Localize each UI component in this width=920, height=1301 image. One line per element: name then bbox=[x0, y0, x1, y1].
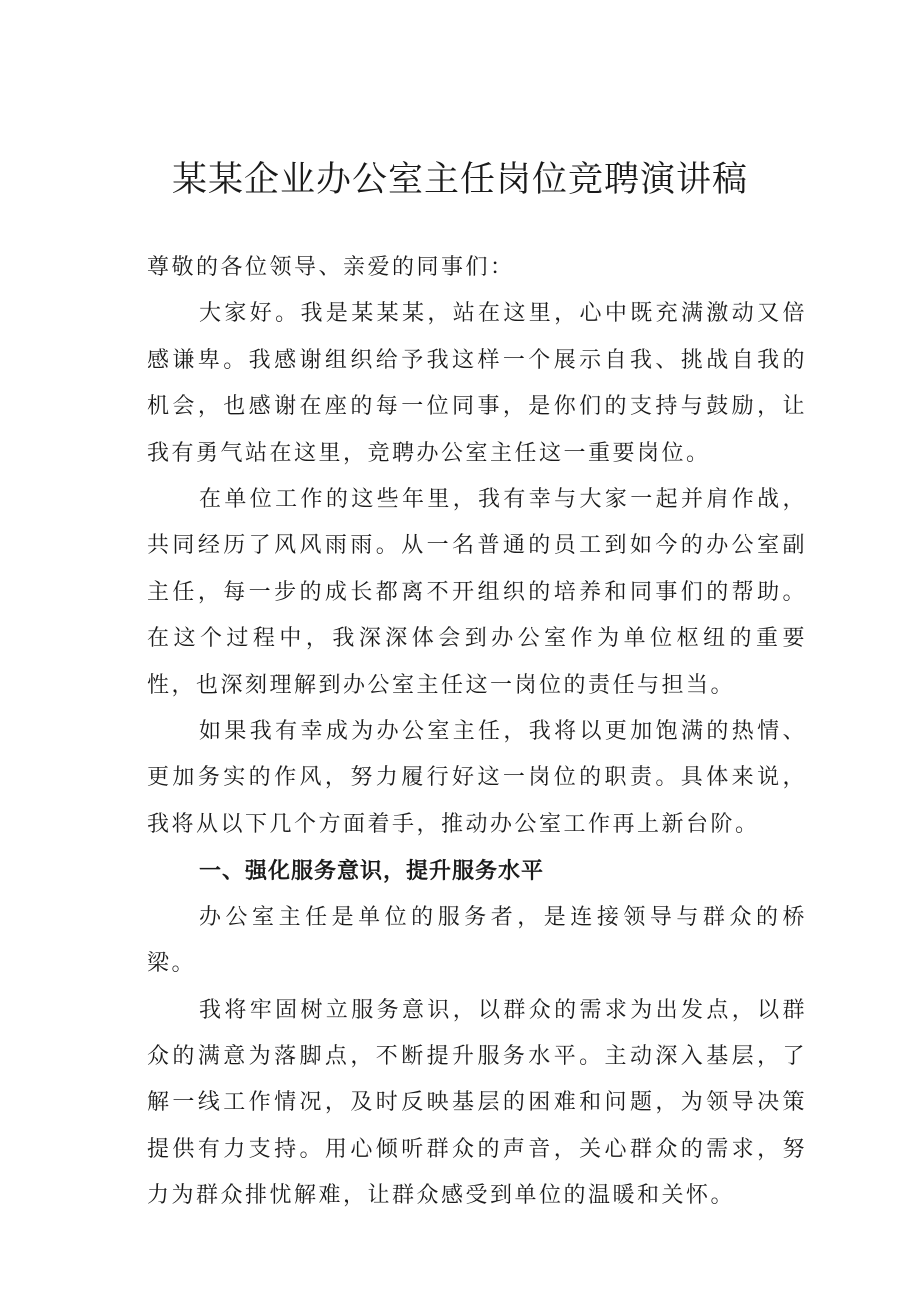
paragraph-commitment: 如果我有幸成为办公室主任，我将以更加饱满的热情、更加务实的作风，努力履行好这一岗位的职责。具体来说，我将从以下几个方面着手，推动办公室工作再上新台阶。 bbox=[147, 719, 807, 837]
document-body bbox=[147, 245, 807, 1220]
paragraph-service-role: 办公室主任是单位的服务者，是连接领导与群众的桥梁。 bbox=[147, 904, 807, 977]
section-heading-service: 一、强化服务意识，提升服务水平 bbox=[199, 858, 545, 884]
paragraph-experience: 在单位工作的这些年里，我有幸与大家一起并肩作战，共同经历了风风雨雨。从一名普通的员工到如今的办公室副主任，每一步的成长都离不开组织的培养和同事们的帮助。在这个过程中，我深深体会到办公室作为单位枢纽的重要性，也深刻理解到办公室主任这一岗位的责任与担当。 bbox=[147, 487, 807, 698]
salutation: 尊敬的各位领导、亲爱的同事们： bbox=[147, 255, 515, 280]
paragraph-service-plan: 我将牢固树立服务意识，以群众的需求为出发点，以群众的满意为落脚点，不断提升服务水平。主动深入基层，了解一线工作情况，及时反映基层的困难和问题，为领导决策提供有力支持。用心倾听群众的声音，关心群众的需求，努力为群众排忧解难，让群众感受到单位的温暖和关怀。 bbox=[147, 997, 807, 1209]
document-title: 某某企业办公室主任岗位竞聘演讲稿 bbox=[171, 160, 748, 200]
paragraph-greeting: 大家好。我是某某某，站在这里，心中既充满激动又倍感谦卑。我感谢组织给予我这样一个展示自我、挑战自我的机会，也感谢在座的每一位同事，是你们的支持与鼓励，让我有勇气站在这里，竞聘办公室主任这一重要岗位。 bbox=[147, 301, 807, 466]
